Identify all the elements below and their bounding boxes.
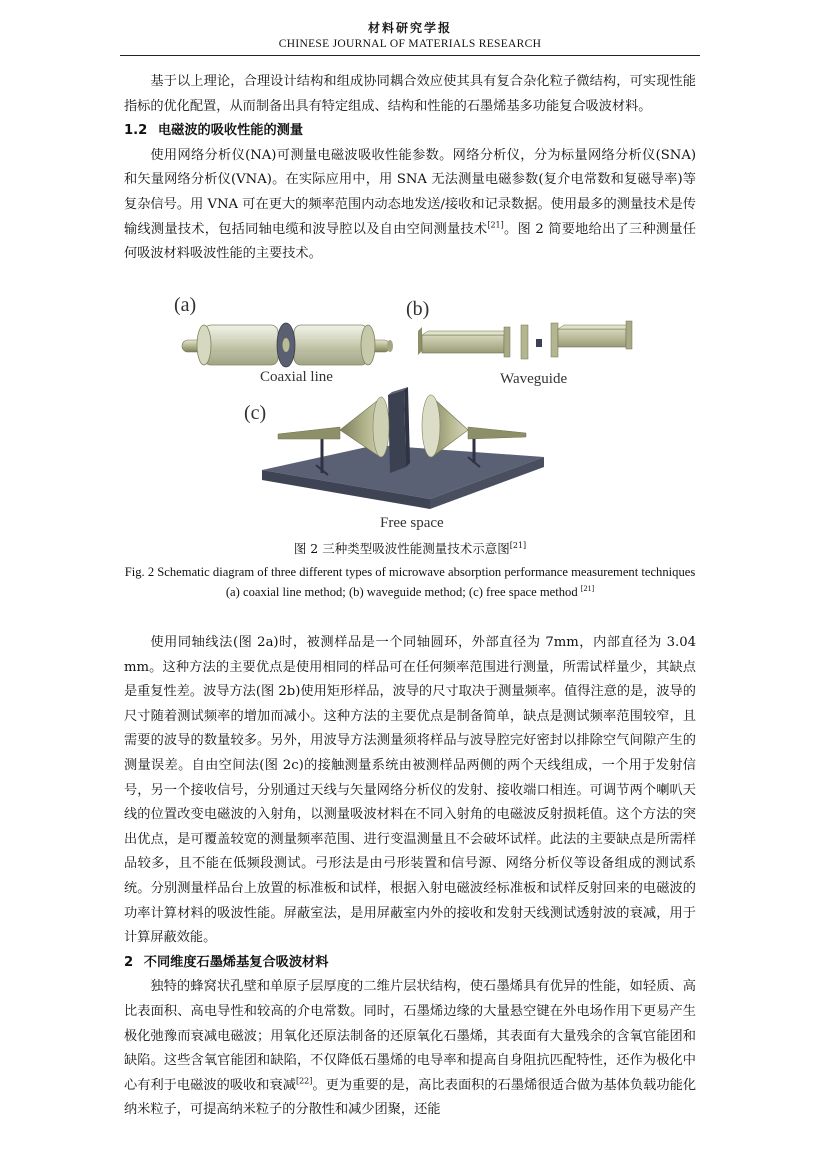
- figure-caption-cn: [124, 540, 696, 558]
- citation: [21]: [487, 220, 504, 230]
- journal-title-en: CHINESE JOURNAL OF MATERIALS RESEARCH: [278, 38, 542, 50]
- waveguide-drawing: [418, 321, 632, 359]
- caption-waveguide: Waveguide: [500, 371, 568, 387]
- caption-text: 图 2 三种类型吸波性能测量技术示意图: [293, 541, 510, 556]
- figure-caption-en: [124, 562, 696, 602]
- graphene-paragraph: [124, 975, 696, 1123]
- caption-coaxial-line: Coaxial line: [260, 369, 333, 385]
- intro-paragraph: 基于以上理论，合理设计结构和组成协同耦合效应使其具有复合杂化粒子微结构，可实现性能指标的优化配置，从而制备出具有特定组成、结构和性能的石墨烯基多功能复合吸波材料。: [124, 74, 696, 114]
- panel-label-a: (a): [174, 294, 197, 316]
- methods-paragraph: 使用同轴线法(图 2a)时，被测样品是一个同轴圆环，外部直径为 7mm，内部直径为 3.04 mm。这种方法的主要优点是使用相同的样品可在任何频率范围进行测量，所需试样量少，其缺点是重复性差。波导方法(图 2b)使用矩形样品，波导的尺寸取决于测量频率。值得注意的是，波导的尺寸随着测试频率的增加而减小。这种方法的主要优点是制备简单，缺点是测试频率范围较窄，且需要的波导的数量较多。另外，用波导方法测量须将样品与波导腔完好密封以排除空气间隙产生的测量误差。自由空间法(图 2c)的接触测量系统由被测样品两侧的两个天线组成，一个用于发射信号，另一个接收信号，分别通过天线与矢量网络分析仪的发射、接收端口相连。可调节两个喇叭天线的位置改变电磁波的入射角，以测量吸波材料在不同入射角的电磁波反射损耗值。这个方法的突出优点，是可覆盖较宽的测量频率范围、进行变温测量且不会破坏试样。此法的主要缺点是所需样品较多，且不能在低频段测试。弓形法是由弓形装置和信号源、网络分析仪等设备组成的测试系统。分别测量样品台上放置的标准板和试样，根据入射电磁波经标准板和试样反射回来的电磁波的功率计算材料的吸波性能。屏蔽室法，是用屏蔽室内外的接收和发射天线测试透射波的衰减，用于计算屏蔽效能。: [124, 635, 696, 946]
- journal-title-cn: 材料研究学报: [367, 21, 452, 35]
- section-heading-2: [124, 951, 696, 976]
- free-space-drawing: [262, 387, 544, 509]
- citation: [21]: [509, 540, 527, 550]
- citation: [22]: [295, 1076, 313, 1086]
- coaxial-line-drawing: [182, 323, 393, 367]
- section-title: 电磁波的吸收性能的测量: [157, 123, 304, 139]
- paragraph-text: 。更为重要的是，高比表面积的石墨烯很适合做为基体负载功能化纳米粒子，可提高纳米粒子的分散性和减少团聚，还能: [124, 1077, 697, 1118]
- figure-2-illustration: [168, 287, 668, 537]
- caption-free-space: Free space: [380, 515, 444, 531]
- section-number: 1.2: [124, 123, 148, 139]
- measurement-paragraph: [124, 144, 696, 267]
- section-number: 2: [124, 954, 134, 970]
- figure-2: [168, 287, 668, 537]
- running-header: [120, 20, 700, 52]
- section-heading-1-2: [124, 119, 696, 144]
- paragraph-text: 独特的蜂窝状孔壁和单原子层厚度的二维片层状结构，使石墨烯具有优异的性能，如轻质、高比表面积、高电导性和较高的介电常数。同时，石墨烯边缘的大量悬空键在外电场作用下更易产生极化弛豫而衰减电磁波；用氧化还原法制备的还原氧化石墨烯，其表面有大量残余的含氧官能团和缺陷。这些含氧官能团和缺陷，不仅降低石墨烯的电导率和提高自身阻抗匹配特性，还作为极化中心有利于电磁波的吸收和衰减: [124, 979, 696, 1093]
- section-title: 不同维度石墨烯基复合吸波材料: [143, 954, 329, 970]
- caption-text: Fig. 2 Schematic diagram of three different types of microwave absorption performance measurement techniques (a) coaxial line method; (b) waveguide method; (c) free space method: [124, 565, 696, 599]
- paragraph-text: 。图 2 简要地给出了三种测量任何吸波材料吸波性能的主要技术。: [124, 221, 696, 262]
- panel-label-b: (b): [406, 298, 430, 320]
- top-text-block: [124, 70, 696, 267]
- citation: [21]: [580, 583, 595, 593]
- body-text-block: [124, 631, 696, 1123]
- paragraph-text: 使用网络分析仪(NA)可测量电磁波吸收性能参数。网络分析仪，分为标量网络分析仪(SNA)和矢量网络分析仪(VNA)。在实际应用中，用 SNA 无法测量电磁参数(复介电常数和复磁导率)等复杂信号。用 VNA 可在更大的频率范围内动态地发送/接收和记录数据。使用最多的测量技术是传输线测量技术，包括同轴电缆和波导腔以及自由空间测量技术: [124, 147, 696, 237]
- panel-label-c: (c): [244, 402, 267, 424]
- header-rule: [120, 55, 700, 56]
